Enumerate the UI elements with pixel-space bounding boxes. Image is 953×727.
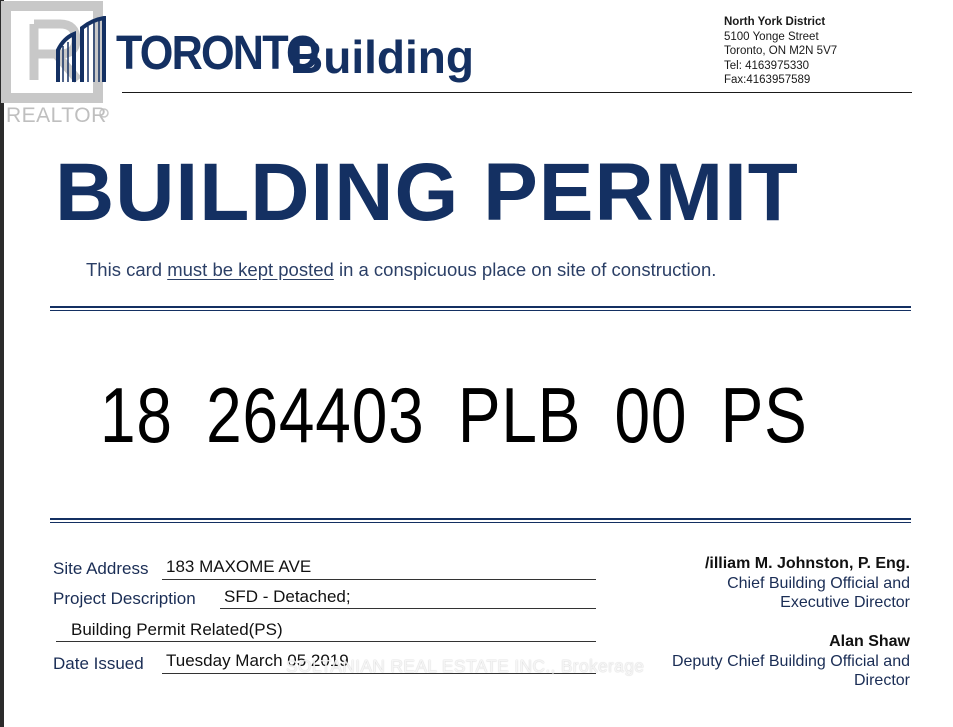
signer-chief-building-official (705, 554, 910, 613)
project-description-underline2 (56, 641, 596, 642)
signer2-title-line2: Director (853, 672, 910, 689)
realtor-watermark-text: REALTOR (6, 104, 107, 127)
project-description-underline (220, 608, 596, 609)
office-tel: Tel: 4163975330 (724, 59, 810, 72)
office-district: North York District (724, 16, 826, 28)
signer2-title-line1: Deputy Chief Building Official and (671, 652, 910, 670)
date-issued-value: Tuesday March 05 2019 (166, 651, 349, 670)
site-address-value: 183 MAXOME AVE (166, 557, 312, 576)
signer1-title-line2: Executive Director (780, 594, 910, 611)
project-description-value: SFD - Detached; (224, 587, 351, 606)
logo-word-toronto: TORONTO (116, 27, 318, 80)
date-issued-label: Date Issued (53, 654, 144, 673)
project-description-label: Project Description (53, 589, 196, 608)
site-address-label: Site Address (53, 559, 149, 578)
header-rule (122, 92, 912, 93)
toronto-city-hall-icon (54, 16, 114, 86)
toronto-building-logo (116, 26, 474, 83)
notice-text-before: This card (86, 259, 168, 280)
site-address-underline (162, 579, 596, 580)
permit-number: 18 264403 PLB 00 PS (100, 371, 808, 459)
page-title: BUILDING PERMIT (55, 147, 799, 238)
signer-deputy-chief (672, 632, 910, 691)
signer1-title-line1: Chief Building Official and (727, 574, 910, 592)
top-double-rule (50, 306, 911, 311)
logo-word-building: Building (290, 31, 474, 83)
notice-text-underlined: must be kept posted (167, 259, 334, 280)
office-city: Toronto, ON M2N 5V7 (724, 45, 838, 57)
bottom-double-rule (50, 518, 911, 523)
signer2-name: Alan Shaw (829, 633, 910, 650)
posting-notice (86, 259, 716, 281)
office-fax: Fax:4163957589 (724, 74, 811, 86)
notice-text-after: in a conspicuous place on site of construction. (333, 259, 717, 280)
signer1-name: /illiam M. Johnston, P. Eng. (704, 555, 910, 572)
brokerage-watermark: SOLTANIAN REAL ESTATE INC., Brokerage (286, 656, 645, 676)
project-description-value-line2: Building Permit Related(PS) (71, 620, 283, 639)
office-address-block (724, 15, 837, 88)
office-street: 5100 Yonge Street (724, 30, 819, 43)
